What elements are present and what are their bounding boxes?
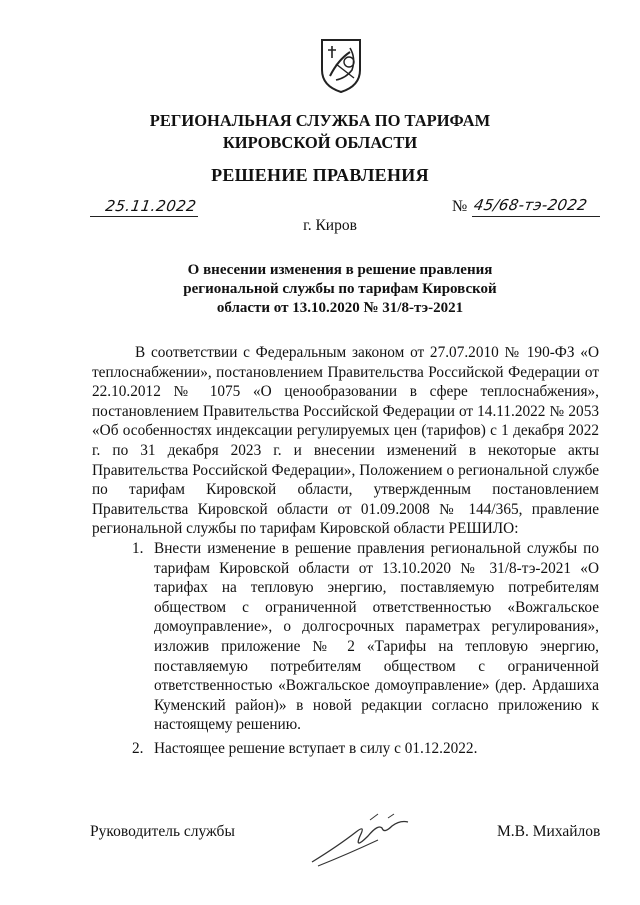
city: г. Киров xyxy=(303,217,357,234)
document-subject xyxy=(150,261,530,318)
organization-title xyxy=(0,110,640,154)
subject-line1: О внесении изменения в решение правления xyxy=(187,262,493,278)
document-body xyxy=(92,343,599,758)
signatory-position: Руководитель службы xyxy=(90,823,235,840)
list-item xyxy=(92,539,599,735)
org-title-line1: РЕГИОНАЛЬНАЯ СЛУЖБА ПО ТАРИФАМ xyxy=(149,111,491,130)
org-title-line2: КИРОВСКОЙ ОБЛАСТИ xyxy=(222,133,418,152)
document-date: 25.11.2022 xyxy=(104,197,198,215)
signatory-name: М.В. Михайлов xyxy=(497,823,601,840)
subject-line2: региональной службы по тарифам Кировской xyxy=(183,281,497,297)
list-item-number: 2. xyxy=(132,739,144,757)
list-item-text: Настоящее решение вступает в силу с 01.12.2022. xyxy=(154,739,478,757)
number-prefix: № xyxy=(452,198,468,215)
list-item-text: Внести изменение в решение правления региональной службы по тарифам Кировской области от 13.10.2020 № 31/8-тэ-2021 «О тарифах на тепловую энергию, поставляемую потребителям обществом с ограниченной ответственностью «Вожгальское домоуправление», о долгосрочных параметрах регулирования», изложив приложение № 2 «Тарифы на тепловую энергию, поставляемую потребителям обществом с ограниченной ответственностью «Вожгальское домоуправление» (дер. Ардашиха Куменский район)» в новой редакции согласно приложению к настоящему решению. xyxy=(154,539,599,734)
kirov-oblast-coat-of-arms-icon xyxy=(316,34,366,96)
subject-line3: области от 13.10.2020 № 31/8-тэ-2021 xyxy=(216,300,464,316)
document-type: РЕШЕНИЕ ПРАВЛЕНИЯ xyxy=(211,165,429,185)
list-item-number: 1. xyxy=(132,539,144,557)
document-number: 45/68-тэ-2022 xyxy=(472,196,589,214)
list-item xyxy=(92,739,599,759)
handwritten-signature xyxy=(308,806,418,870)
intro-paragraph: В соответствии с Федеральным законом от 27.07.2010 № 190-ФЗ «О теплоснабжении», постановлением Правительства Российской Федерации от 22.10.2012 № 1075 «О ценообразовании в сфере теплоснабжения», постановлением Правительства Российской Федерации от 14.11.2022 № 2053 «Об особенностях индексации регулируемых цен (тарифов) с 1 декабря 2022 г. по 31 декабря 2023 г. и внесении изменений в некоторые акты Правительства Российской Федерации», Положением о региональной службе по тарифам Кировской области, утвержденным постановлением Правительства Кировской области от 01.09.2008 № 144/365, правление региональной службы по тарифам Кировской области РЕШИЛО: xyxy=(92,344,599,538)
